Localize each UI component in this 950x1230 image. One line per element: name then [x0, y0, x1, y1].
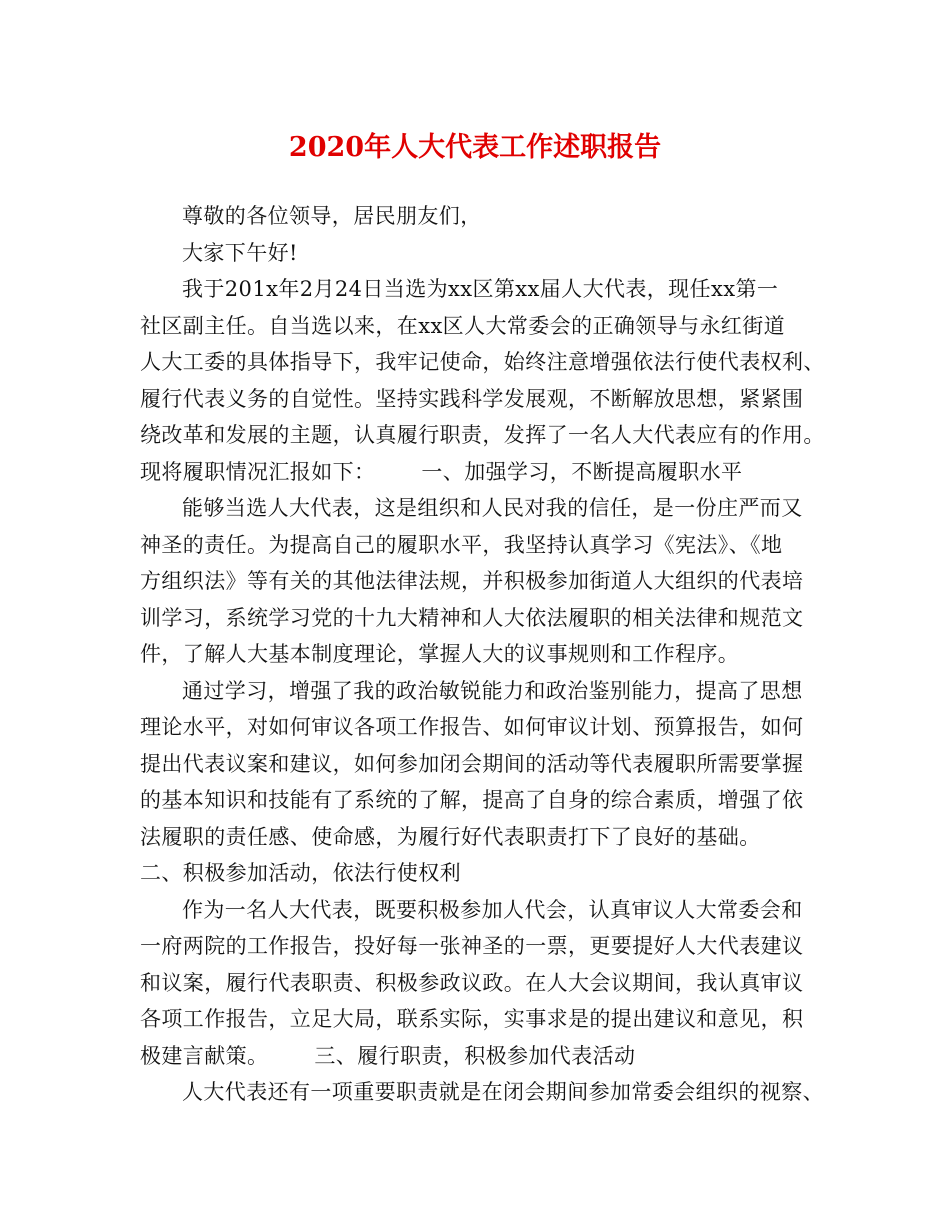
text-line: 履行代表义务的自觉性。坚持实践科学发展观，不断解放思想，紧紧围: [140, 386, 804, 411]
section-heading-1: 一、加强学习，不断提高履职水平: [421, 459, 743, 484]
text-line: 提出代表议案和建议，如何参加闭会期间的活动等代表履职所需要掌握: [140, 751, 804, 776]
text-line: 大家下午好!: [182, 240, 298, 265]
text-line: 能够当选人大代表，这是组织和人民对我的信任，是一份庄严而又: [182, 496, 803, 520]
text-line: 作为一名人大代表，既要积极参加人代会，认真审议人大常委会和: [182, 897, 803, 922]
text-line: 一府两院的工作报告，投好每一张神圣的一票，更要提好人大代表建议: [140, 934, 804, 958]
text-line: 法履职的责任感、使命感，为履行好代表职责打下了良好的基础。: [140, 824, 761, 849]
text-segment: 现将履职情况汇报如下：: [140, 459, 376, 484]
text-line: 训学习，系统学习党的十九大精神和人大依法履职的相关法律和规范文: [140, 605, 804, 630]
section-heading-3: 三、履行职责，积极参加代表活动: [314, 1043, 636, 1068]
text-line: 和议案，履行代表职责、积极参政议政。在人大会议期间，我认真审议: [140, 970, 804, 995]
text-line: 方组织法》等有关的其他法律法规，并积极参加街道人大组织的代表培: [140, 569, 804, 593]
text-line-with-heading: [140, 1038, 820, 1075]
text-line: 我于201x年2月24日当选为xx区第xx届人大代表，现任xx第一: [182, 277, 779, 301]
text-line: 的基本知识和技能有了系统的了解，提高了自身的综合素质，增强了依: [140, 788, 804, 812]
text-line: 各项工作报告，立足大局，联系实际，实事求是的提出建议和意见，积: [140, 1007, 804, 1031]
text-line: 通过学习，增强了我的政治敏锐能力和政治鉴别能力，提高了思想: [182, 678, 803, 703]
text-line: 人大代表还有一项重要职责就是在闭会期间参加常委会组织的视察、: [182, 1080, 824, 1104]
text-segment: 极建言献策。: [140, 1043, 269, 1068]
text-line: 社区副主任。自当选以来，在xx区人大常委会的正确领导与永红街道: [140, 313, 786, 338]
text-line: 人大工委的具体指导下，我牢记使命，始终注意增强依法行使代表权利、: [140, 350, 825, 374]
text-line: 神圣的责任。为提高自己的履职水平，我坚持认真学习《宪法》、《地: [140, 532, 783, 557]
document-body: [140, 198, 825, 1111]
text-line-with-heading: [140, 454, 820, 491]
text-line: 绕改革和发展的主题，认真履行职责，发挥了一名人大代表应有的作用。: [140, 423, 825, 447]
text-line: 理论水平，对如何审议各项工作报告、如何审议计划、预算报告，如何: [140, 715, 804, 739]
section-heading-2: 二、积极参加活动，依法行使权利: [140, 861, 461, 885]
text-line: 件，了解人大基本制度理论，掌握人大的议事规则和工作程序。: [140, 642, 740, 666]
text-line: 尊敬的各位领导，居民朋友们，: [182, 204, 482, 228]
document-title: 2020年人大代表工作述职报告: [288, 132, 662, 163]
